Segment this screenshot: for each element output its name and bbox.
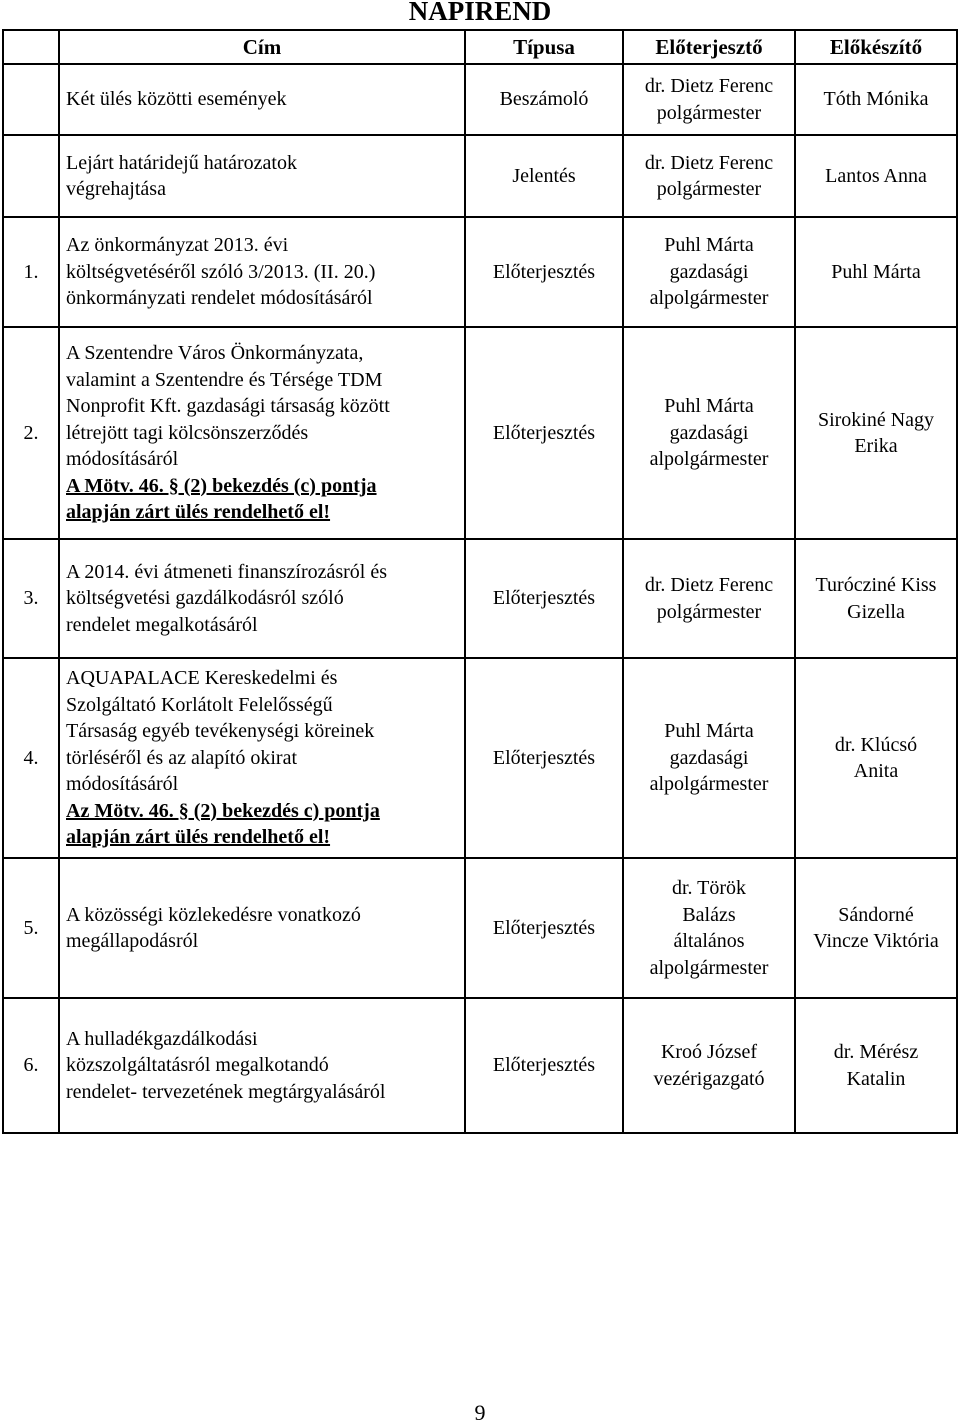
item-presenter [623, 858, 795, 998]
item-preparer [795, 135, 957, 217]
item-presenter-line: dr. Dietz Ferenc [644, 574, 774, 596]
item-title [59, 658, 465, 858]
agenda-row [3, 217, 957, 327]
item-type: Beszámoló [465, 64, 623, 135]
item-title-line: A 2014. évi átmeneti finanszírozásról és [66, 560, 388, 583]
item-title-line: Szolgáltató Korlátolt Felelősségű [66, 693, 333, 716]
item-preparer [795, 998, 957, 1133]
page-title: NAPIREND [408, 0, 552, 26]
item-presenter [623, 64, 795, 135]
item-presenter-line: általános [673, 930, 745, 952]
item-type: Előterjesztés [465, 998, 623, 1133]
item-preparer-line: Puhl Márta [831, 260, 921, 283]
item-number: 6. [3, 998, 59, 1133]
item-preparer [795, 327, 957, 539]
agenda-row [3, 539, 957, 658]
item-title [59, 539, 465, 658]
item-title-line: létrejött tagi kölcsönszerződés [66, 421, 309, 444]
item-presenter-line: vezérigazgató [653, 1067, 765, 1090]
item-presenter-line: alpolgármester [649, 287, 769, 310]
item-preparer-line: dr. Klúcsó [834, 733, 918, 756]
closed-session-notice: Az Mötv. 46. § (2) bekezdés c) pontja [66, 799, 380, 822]
item-presenter-line: gazdasági [669, 260, 749, 283]
item-preparer-line: Katalin [846, 1067, 906, 1090]
item-presenter [623, 998, 795, 1133]
item-type: Előterjesztés [465, 658, 623, 858]
item-presenter-line: alpolgármester [649, 956, 769, 979]
item-preparer-line: Lantos Anna [825, 164, 927, 187]
item-title-line: közszolgáltatásról megalkotandó [66, 1054, 329, 1077]
item-presenter-line: Puhl Márta [664, 234, 754, 257]
agenda-row [3, 658, 957, 858]
item-preparer-line: Sirokiné Nagy [817, 408, 935, 431]
item-presenter-line: alpolgármester [649, 448, 769, 471]
item-type: Előterjesztés [465, 327, 623, 539]
item-presenter-line: Balázs [682, 903, 736, 926]
agenda-row [3, 327, 957, 539]
item-preparer [795, 539, 957, 658]
agenda-row [3, 998, 957, 1133]
item-title-line: Társaság egyéb tevékenységi köreinek [66, 720, 375, 743]
item-presenter-line: dr. Dietz Ferenc [644, 151, 774, 174]
item-title-line: költségvetési gazdálkodásról szóló [66, 587, 344, 610]
header-title: Cím [59, 30, 465, 64]
agenda-row [3, 858, 957, 998]
agenda-row [3, 64, 957, 135]
item-preparer [795, 64, 957, 135]
item-presenter-line: Kroó József [660, 1041, 758, 1063]
item-title-line: A közösségi közlekedésre vonatkozó [66, 903, 361, 926]
item-type: Előterjesztés [465, 217, 623, 327]
item-title [59, 327, 465, 539]
item-title-line: Nonprofit Kft. gazdasági társaság között [66, 395, 390, 418]
item-presenter-line: gazdasági [669, 421, 749, 444]
item-preparer-line: Anita [853, 760, 899, 782]
item-title-line: AQUAPALACE Kereskedelmi és [66, 667, 338, 690]
header-preparer: Előkészítő [795, 30, 957, 64]
item-presenter-line: dr. Török [671, 877, 747, 899]
item-title [59, 135, 465, 217]
item-title [59, 858, 465, 998]
item-title-line: önkormányzati rendelet módosításáról [66, 287, 373, 310]
item-presenter-line: Puhl Márta [664, 395, 754, 418]
item-title-line: törléséről és az alapító okirat [66, 746, 298, 769]
item-preparer-line: Turócziné Kiss [815, 574, 937, 596]
item-preparer [795, 858, 957, 998]
item-presenter-line: gazdasági [669, 746, 749, 769]
item-number [3, 64, 59, 135]
item-title-line: végrehajtása [66, 178, 166, 200]
item-preparer-line: Vincze Viktória [813, 930, 939, 952]
item-presenter-line: polgármester [656, 178, 762, 200]
item-type: Jelentés [465, 135, 623, 217]
item-preparer [795, 217, 957, 327]
item-title-line: A hulladékgazdálkodási [66, 1027, 258, 1050]
item-preparer-line: Erika [854, 435, 898, 457]
item-number [3, 135, 59, 217]
page-number: 9 [474, 1400, 486, 1425]
item-title-line: valamint a Szentendre és Térsége TDM [66, 368, 383, 391]
item-number: 4. [3, 658, 59, 858]
item-number: 2. [3, 327, 59, 539]
agenda-body [3, 64, 957, 1133]
item-title-line: Két ülés közötti események [66, 88, 287, 111]
item-preparer [795, 658, 957, 858]
item-presenter [623, 658, 795, 858]
header-type: Típusa [465, 30, 623, 64]
item-preparer-line: Tóth Mónika [823, 88, 929, 111]
item-title [59, 64, 465, 135]
closed-session-notice: alapján zárt ülés rendelhető el! [66, 826, 331, 849]
item-presenter-line: polgármester [656, 101, 762, 124]
item-number: 1. [3, 217, 59, 327]
item-presenter [623, 217, 795, 327]
item-title-line: Lejárt határidejű határozatok [66, 151, 297, 174]
closed-session-notice: alapján zárt ülés rendelhető el! [66, 501, 331, 524]
item-number: 3. [3, 539, 59, 658]
item-presenter-line: polgármester [656, 600, 762, 623]
item-number: 5. [3, 858, 59, 998]
item-presenter [623, 327, 795, 539]
item-presenter [623, 539, 795, 658]
item-presenter [623, 135, 795, 217]
item-preparer-line: Sándorné [838, 903, 914, 926]
item-title-line: rendelet- tervezetének megtárgyalásáról [66, 1080, 386, 1103]
item-title [59, 998, 465, 1133]
item-title-line: költségvetéséről szóló 3/2013. (II. 20.) [66, 260, 376, 283]
item-title-line: megállapodásról [66, 930, 199, 952]
agenda-table [2, 29, 958, 1134]
header-row [3, 30, 957, 64]
closed-session-notice: A Mötv. 46. § (2) bekezdés (c) pontja [66, 474, 377, 497]
item-type: Előterjesztés [465, 539, 623, 658]
item-title-line: A Szentendre Város Önkormányzata, [66, 342, 364, 365]
item-title-line: módosításáról [66, 773, 179, 796]
item-title [59, 217, 465, 327]
item-title-line: módosításáról [66, 448, 179, 471]
item-preparer-line: dr. Mérész [833, 1041, 919, 1063]
agenda-row [3, 135, 957, 217]
item-title-line: Az önkormányzat 2013. évi [66, 234, 289, 257]
item-preparer-line: Gizella [847, 600, 905, 623]
item-type: Előterjesztés [465, 858, 623, 998]
item-presenter-line: alpolgármester [649, 773, 769, 796]
item-presenter-line: Puhl Márta [664, 720, 754, 743]
item-title-line: rendelet megalkotásáról [66, 613, 258, 636]
header-presenter: Előterjesztő [623, 30, 795, 64]
header-number-cell [3, 30, 59, 64]
item-presenter-line: dr. Dietz Ferenc [644, 75, 774, 97]
